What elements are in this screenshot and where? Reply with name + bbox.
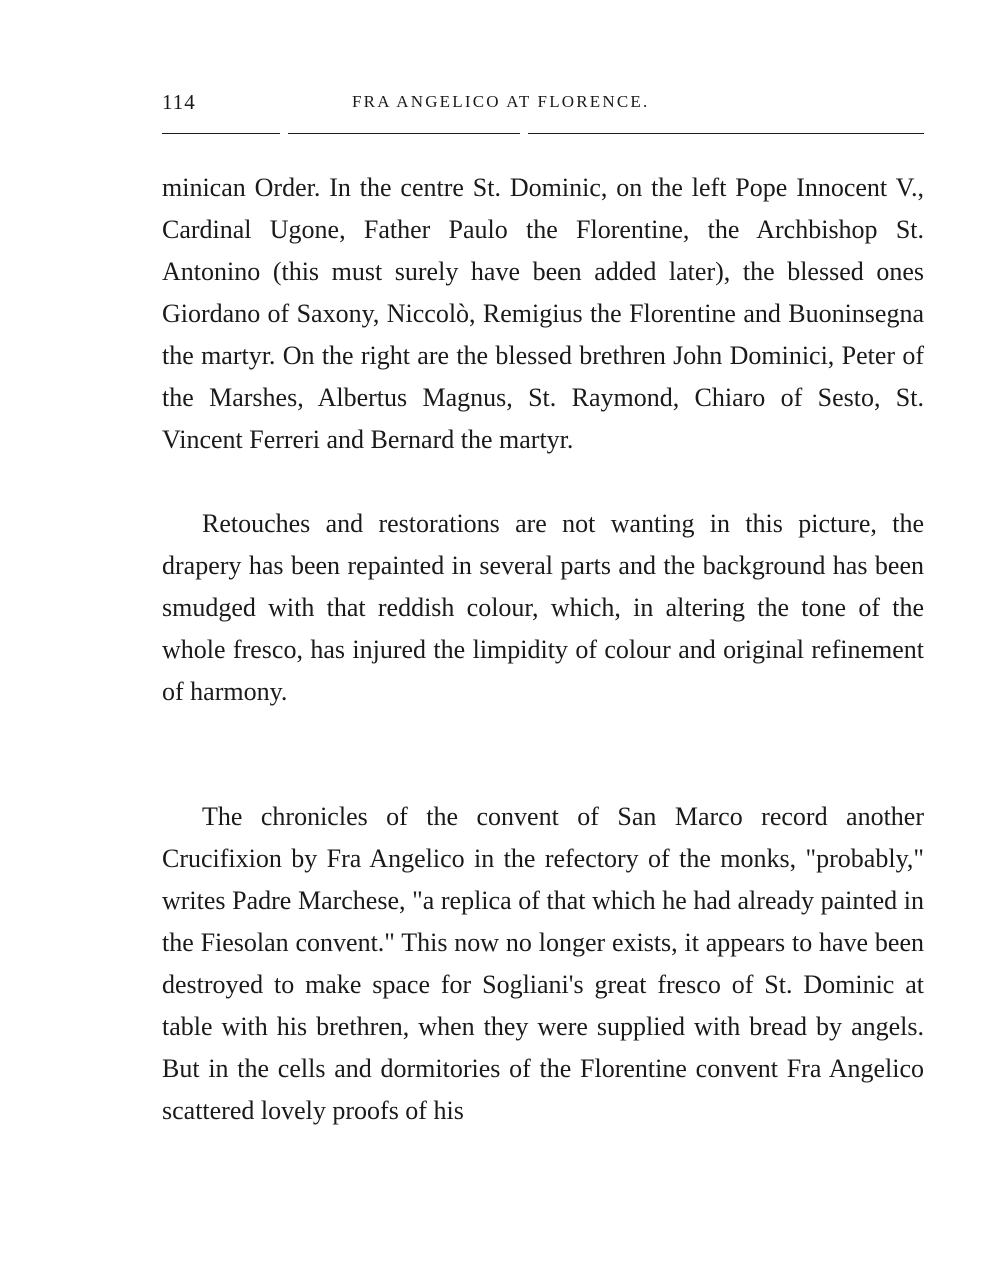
- running-title: FRA ANGELICO AT FLORENCE.: [352, 92, 650, 111]
- page-number: 114: [162, 90, 196, 114]
- header-rule: [162, 133, 924, 134]
- paragraph-2: Retouches and restorations are not wanting in this picture, the drapery has been repainted in several parts and the background has been smudged with that reddish colour, which, in altering the tone of the whole fresco, has injured the limpidity of colour and original refinement of harmony.: [162, 509, 924, 706]
- paragraph-1: minican Order. In the centre St. Dominic, on the left Pope Innocent V., Cardinal Ugone, Father Paulo the Florentine, the Archbishop St. Antonino (this must surely have been added later), the blessed ones Giordano of Saxony, Niccolò, Remigius the Florentine and Buoninsegna the martyr. On the right are the blessed brethren John Dominici, Peter of the Marshes, Albertus Magnus, St. Raymond, Chiaro of Sesto, St. Vincent Ferreri and Bernard the martyr.: [162, 173, 924, 454]
- header-rule-gap: [520, 131, 528, 136]
- page-header: [162, 90, 924, 120]
- header-rule-gap: [280, 131, 288, 136]
- paragraph-3: The chronicles of the convent of San Marco record another Crucifixion by Fra Angelico in the refectory of the monks, "probably," writes Padre Marchese, "a replica of that which he had already painted in the Fiesolan convent." This now no longer exists, it appears to have been destroyed to make space for Sogliani's great fresco of St. Dominic at table with his brethren, when they were supplied with bread by angels. But in the cells and dormitories of the Florentine convent Fra Angelico scattered lovely proofs of his: [162, 802, 924, 1125]
